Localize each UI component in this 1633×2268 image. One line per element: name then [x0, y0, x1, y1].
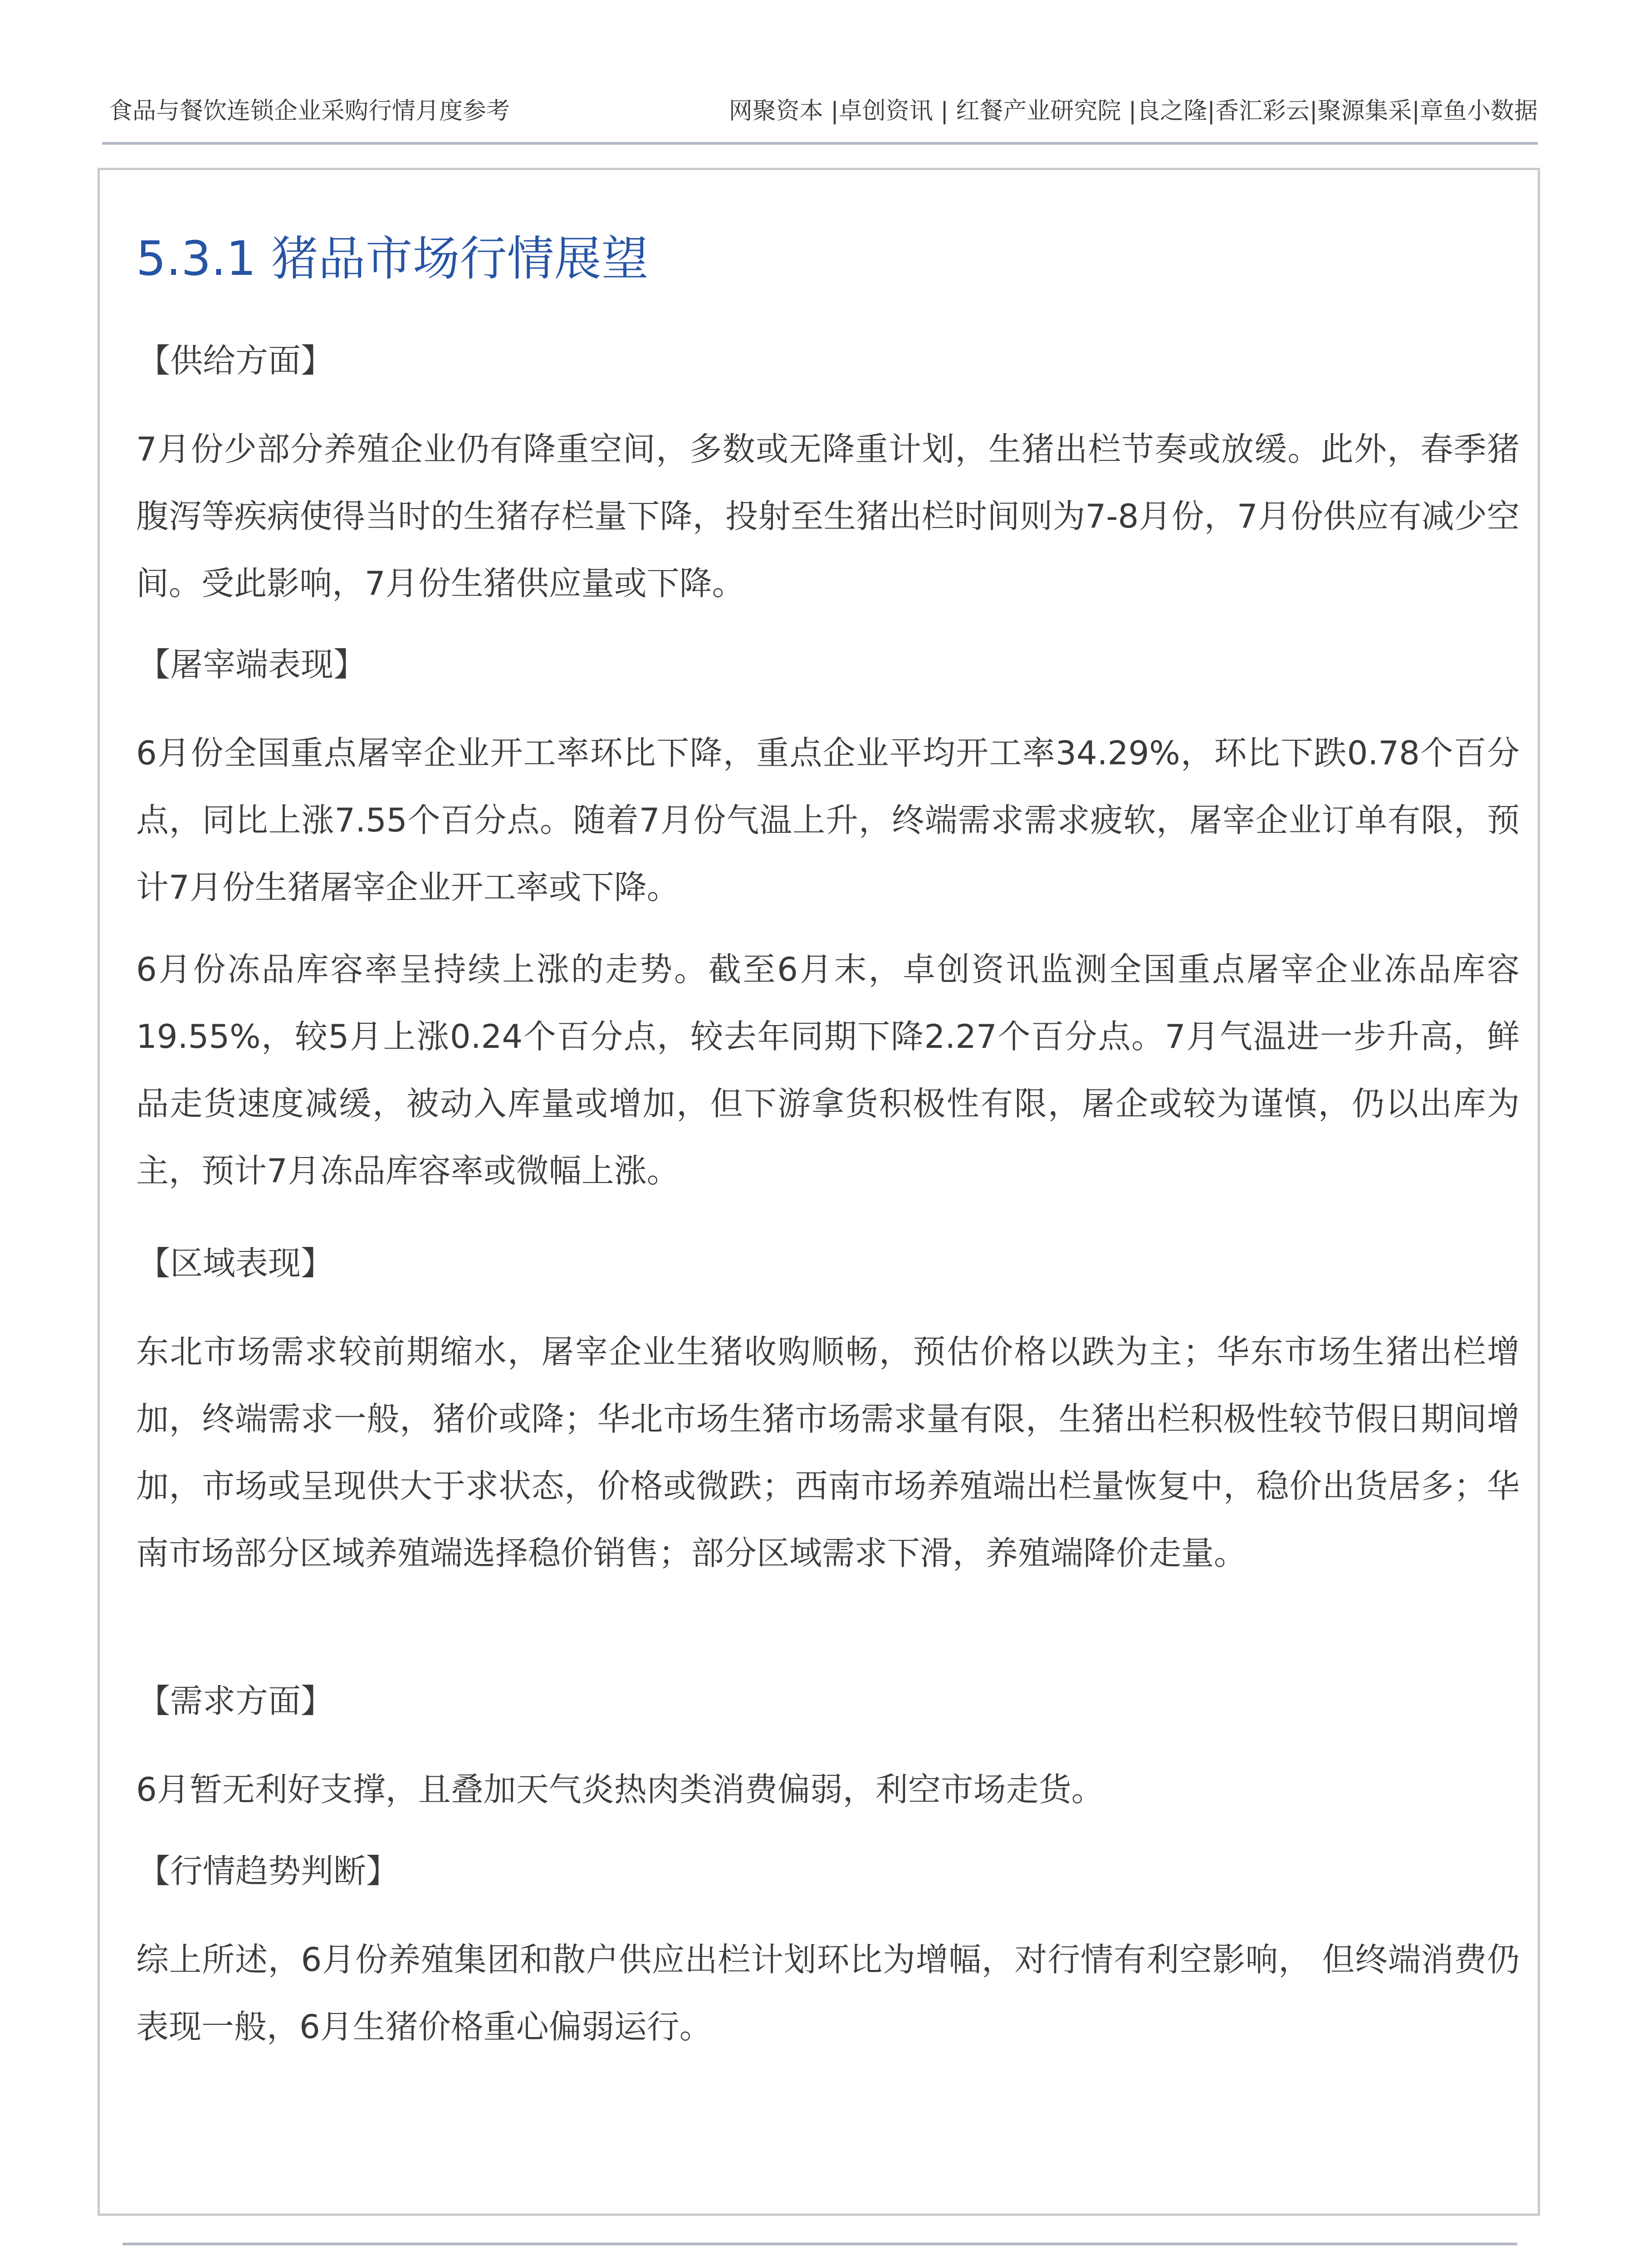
slaughter-paragraph-1: 6月份全国重点屠宰企业开工率环比下降，重点企业平均开工率34.29%，环比下跌0.78个百分点，同比上涨7.55个百分点。随着7月份气温上升，终端需求需求疲软，屠宰企业订单有限，预计7月份生猪屠宰企业开工率或下降。 — [136, 734, 1520, 906]
publisher-list: 网聚资本 |卓创资讯 | 红餐产业研究院 |良之隆|香汇彩云|聚源集采|章鱼小数据 — [728, 98, 1538, 125]
region-paragraph: 东北市场需求较前期缩水，屠宰企业生猪收购顺畅，预估价格以跌为主；华东市场生猪出栏增加，终端需求一般，猪价或降；华北市场生猪市场需求量有限，生猪出栏积极性较节假日期间增加，市场或呈现供大于求状态，价格或微跌；西南市场养殖端出栏量恢复中，稳价出货居多；华南市场部分区域养殖端选择稳价销售；部分区域需求下滑，养殖端降价走量。 — [136, 1333, 1520, 1572]
page-header — [109, 93, 1538, 129]
demand-heading: 【需求方面】 — [137, 1682, 334, 1720]
footer-divider — [122, 2243, 1517, 2245]
header-divider — [102, 142, 1538, 145]
slaughter-paragraph-2: 6月份冻品库容率呈持续上涨的走势。截至6月末，卓创资讯监测全国重点屠宰企业冻品库容19.55%，较5月上涨0.24个百分点，较去年同期下降2.27个百分点。7月气温进一步升高，鲜品走货速度减缓，被动入库量或增加，但下游拿货积极性有限，屠企或较为谨慎，仍以出库为主，预计7月冻品库容率或微幅上涨。 — [136, 950, 1520, 1190]
report-title: 食品与餐饮连锁企业采购行情月度参考 — [109, 98, 510, 125]
trend-paragraph: 综上所述，6月份养殖集团和散户供应出栏计划环比为增幅，对行情有利空影响， 但终端消费仍表现一般，6月生猪价格重心偏弱运行。 — [136, 1941, 1520, 2046]
supply-heading: 【供给方面】 — [137, 342, 334, 380]
supply-paragraph: 7月份少部分养殖企业仍有降重空间，多数或无降重计划，生猪出栏节奏或放缓。此外，春季猪腹泻等疾病使得当时的生猪存栏量下降，投射至生猪出栏时间则为7-8月份，7月份供应有减少空间。受此影响，7月份生猪供应量或下降。 — [136, 430, 1520, 602]
trend-heading: 【行情趋势判断】 — [137, 1852, 399, 1890]
slaughter-heading: 【屠宰端表现】 — [137, 645, 367, 684]
demand-paragraph: 6月暂无利好支撑，且叠加天气炎热肉类消费偏弱，利空市场走货。 — [136, 1770, 1104, 1809]
region-heading: 【区域表现】 — [137, 1244, 334, 1282]
section-title: 5.3.1 猪品市场行情展望 — [136, 231, 649, 286]
